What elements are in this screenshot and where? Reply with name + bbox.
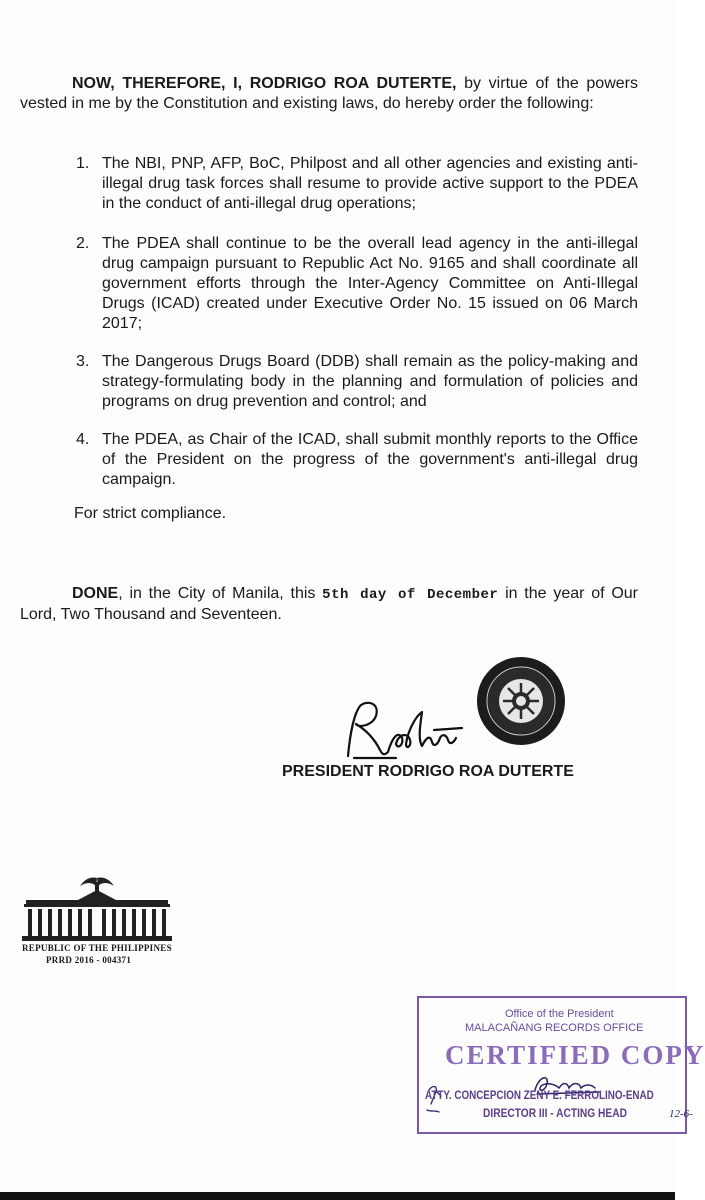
list-item: The PDEA shall continue to be the overall lead agency in the anti-illegal drug campaign pursuant to Republic Act No. 9165 and shall coordinate all government efforts through the Inter-Agency Committee on Anti-Illegal Drugs (ICAD) created under Executive Order No. 15 issued on 06 March 2017; [102,235,638,332]
stamp-certified-copy-text: CERTIFIED COPY [445,1040,705,1070]
item-number: 1. [76,155,90,172]
logo-caption [22,942,182,966]
stamp-officer-name: ATTY. CONCEPCION ZENY E. FERROLINO-ENAD [425,1088,654,1102]
stamp-date-text: 12-6- [669,1108,693,1120]
stamp-office-text: Office of the President [505,1008,614,1020]
signature-icon [336,694,486,766]
item-number: 2. [76,235,90,252]
done-text-2: in the year of Our Lord, Two Thousand and Seventeen. [20,585,638,623]
stamp-records-office-text: MALACAÑANG RECORDS OFFICE [465,1022,644,1034]
logo-caption-line2: PRRD 2016 - 004371 [46,955,132,965]
logo-caption-line1: REPUBLIC OF THE PHILIPPINES [22,943,172,953]
intro-paragraph [20,74,638,114]
intro-bold-text: NOW, THEREFORE, I, RODRIGO ROA DUTERTE, [72,75,457,92]
certified-copy-stamp [417,996,705,1134]
stamp-officer-title: DIRECTOR III - ACTING HEAD [483,1106,627,1120]
typed-date-text: 5th day of December [322,587,499,603]
done-paragraph [20,584,638,625]
list-item: The PDEA, as Chair of the ICAD, shall submit monthly reports to the Office of the President on the progress of the government's anti-illegal drug campaign. [102,431,638,488]
malacanang-palace-logo-icon [22,872,172,942]
compliance-text: For strict compliance. [74,505,227,522]
intro-text: by virtue of the powers vested in me by the Constitution and existing laws, do hereby order the following: [20,75,638,112]
signatory-name: PRESIDENT RODRIGO ROA DUTERTE [282,763,574,780]
item-number: 4. [76,431,90,448]
item-number: 3. [76,353,90,370]
list-item: The Dangerous Drugs Board (DDB) shall remain as the policy-making and strategy-formulating body in the planning and formulation of policies and programs on drug prevention and control; and [102,353,638,410]
done-text-1: , in the City of Manila, this [118,585,323,602]
bottom-edge-bar [0,1192,675,1200]
presidential-seal-icon [476,656,566,746]
done-bold-text: DONE [72,585,119,602]
list-item: The NBI, PNP, AFP, BoC, Philpost and all other agencies and existing anti-illegal drug task forces shall resume to provide active support to the PDEA in the conduct of anti-illegal drug operations; [102,155,638,212]
